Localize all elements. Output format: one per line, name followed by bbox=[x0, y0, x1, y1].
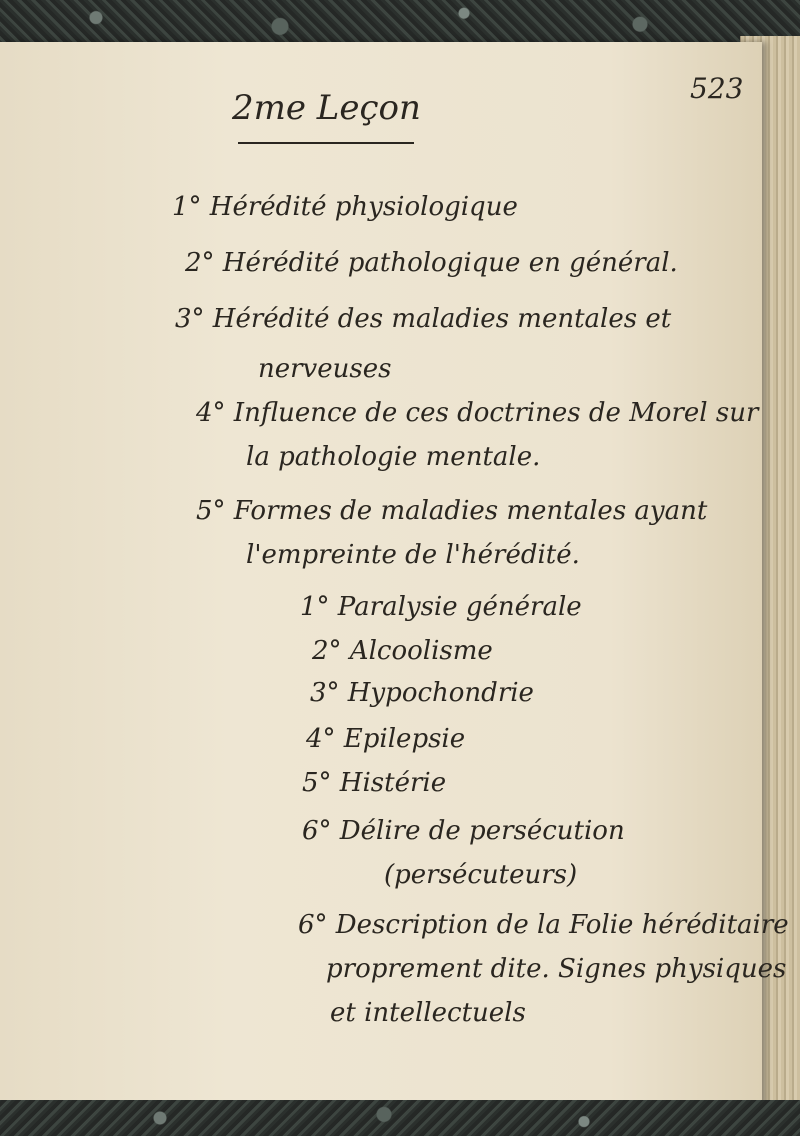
list-item: 5° Formes de maladies mentales ayant bbox=[196, 496, 708, 526]
list-item: nerveuses bbox=[258, 354, 392, 384]
title-underline bbox=[238, 142, 414, 144]
list-item: et intellectuels bbox=[330, 998, 526, 1028]
sub-list-item: 6° Délire de persécution bbox=[302, 816, 625, 846]
page-number: 523 bbox=[690, 72, 744, 105]
list-item: 1° Hérédité physiologique bbox=[172, 192, 518, 222]
list-item: 6° Description de la Folie héréditaire bbox=[298, 910, 789, 940]
list-item: l'empreinte de l'hérédité. bbox=[246, 540, 580, 570]
marbled-cover-bottom bbox=[0, 1100, 800, 1136]
sub-list-item: (persécuteurs) bbox=[384, 860, 578, 890]
sub-list-item: 4° Epilepsie bbox=[306, 724, 466, 754]
lesson-title: 2me Leçon bbox=[232, 88, 421, 128]
sub-list-item: 1° Paralysie générale bbox=[300, 592, 582, 622]
sub-list-item: 5° Histérie bbox=[302, 768, 447, 798]
sub-list-item: 2° Alcoolisme bbox=[312, 636, 493, 666]
manuscript-page bbox=[0, 42, 789, 1106]
list-item: 2° Hérédité pathologique en général. bbox=[185, 248, 678, 278]
list-item: 4° Influence de ces doctrines de Morel sur bbox=[196, 398, 759, 428]
list-item: la pathologie mentale. bbox=[246, 442, 541, 472]
list-item: 3° Hérédité des maladies mentales et bbox=[175, 304, 672, 334]
sub-list-item: 3° Hypochondrie bbox=[310, 678, 534, 708]
marbled-cover-top bbox=[0, 0, 800, 44]
list-item: proprement dite. Signes physiques bbox=[326, 954, 787, 984]
